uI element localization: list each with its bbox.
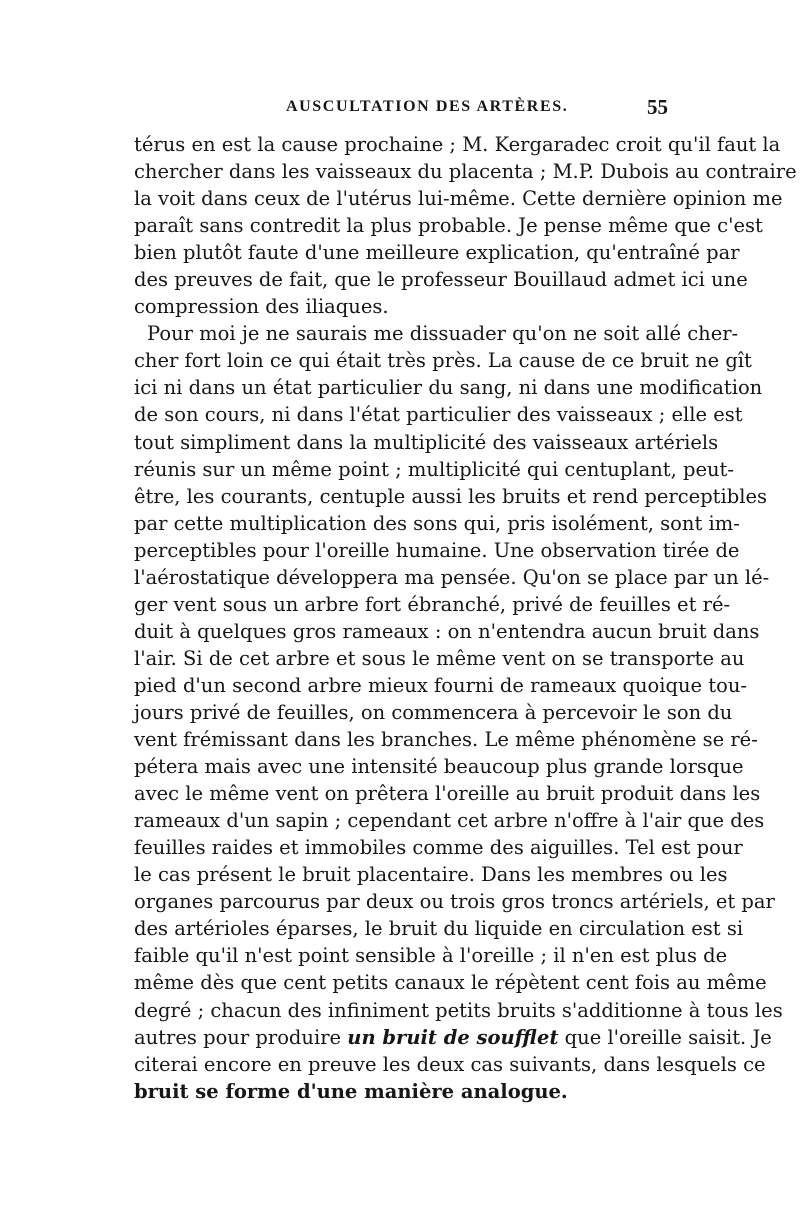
text-line: paraît sans contredit la plus probable. Je pense même que c'est bbox=[134, 214, 763, 238]
text-line: bien plutôt faute d'une meilleure explication, qu'entraîné par bbox=[134, 241, 740, 265]
text-line: citerai encore en preuve les deux cas suivants, dans lesquels ce bbox=[134, 1052, 766, 1076]
text-line: être, les courants, centuple aussi les bruits et rend perceptibles bbox=[134, 484, 768, 508]
page-header bbox=[136, 95, 668, 124]
text-line: par cette multiplication des sons qui, pris isolément, sont im- bbox=[134, 511, 740, 535]
text-line: ger vent sous un arbre fort ébranché, privé de feuilles et ré- bbox=[134, 592, 731, 616]
text-line: ici ni dans un état particulier du sang, ni dans une modification bbox=[134, 376, 763, 400]
text-line: pétera mais avec une intensité beaucoup plus grande lorsque bbox=[134, 755, 744, 779]
text-line: compression des iliaques. bbox=[134, 295, 389, 319]
text-line: des artérioles éparses, le bruit du liquide en circulation est si bbox=[134, 917, 744, 941]
text-line: même dès que cent petits canaux le répètent cent fois au même bbox=[134, 971, 767, 995]
body-text bbox=[134, 131, 797, 1105]
text-line: jours privé de feuilles, on commencera à percevoir le son du bbox=[134, 700, 733, 724]
text-line: des preuves de fait, que le professeur Bouillaud admet ici une bbox=[134, 268, 748, 292]
page-number: 55 bbox=[647, 95, 668, 119]
text-line: la voit dans ceux de l'utérus lui-même. Cette dernière opinion me bbox=[134, 187, 783, 211]
text-line-with-emphasis bbox=[134, 1024, 772, 1051]
text-line: faible qu'il n'est point sensible à l'oreille ; il n'en est plus de bbox=[134, 944, 728, 968]
closing-line: bruit se forme d'une manière analogue. bbox=[134, 1079, 568, 1103]
text-line: le cas présent le bruit placentaire. Dans les membres ou les bbox=[134, 863, 728, 887]
running-head: AUSCULTATION DES ARTÈRES. bbox=[286, 98, 569, 115]
text-line: tout simpliment dans la multiplicité des vaisseaux artériels bbox=[134, 430, 719, 454]
text-line: rameaux d'un sapin ; cependant cet arbre n'offre à l'air que des bbox=[134, 809, 765, 833]
text-line: térus en est la cause prochaine ; M. Kergaradec croit qu'il faut la bbox=[134, 133, 781, 156]
text-line: organes parcourus par deux ou trois gros troncs artériels, et par bbox=[134, 890, 775, 914]
text-segment: que l'oreille saisit. Je bbox=[558, 1025, 772, 1049]
emphasized-phrase: un bruit de soufflet bbox=[347, 1025, 559, 1049]
text-line: perceptibles pour l'oreille humaine. Une observation tirée de bbox=[134, 538, 740, 562]
text-segment: autres pour produire bbox=[134, 1025, 348, 1049]
text-line: feuilles raides et immobiles comme des aiguilles. Tel est pour bbox=[134, 836, 743, 860]
text-line: de son cours, ni dans l'état particulier des vaisseaux ; elle est bbox=[134, 403, 743, 427]
text-line: réunis sur un même point ; multiplicité qui centuplant, peut- bbox=[134, 457, 734, 481]
text-line: vent frémissant dans les branches. Le même phénomène se ré- bbox=[134, 728, 758, 752]
text-line: avec le même vent on prêtera l'oreille au bruit produit dans les bbox=[134, 782, 761, 806]
text-line: l'aérostatique développera ma pensée. Qu'on se place par un lé- bbox=[134, 565, 770, 589]
paragraph-start-line: Pour moi je ne saurais me dissuader qu'on ne soit allé cher- bbox=[147, 322, 739, 346]
text-line: cher fort loin ce qui était très près. La cause de ce bruit ne gît bbox=[134, 349, 752, 373]
text-line: pied d'un second arbre mieux fourni de rameaux quoique tou- bbox=[134, 673, 747, 697]
text-line: degré ; chacun des infiniment petits bruits s'additionne à tous les bbox=[134, 998, 783, 1022]
text-line: chercher dans les vaisseaux du placenta ; M.P. Dubois au contraire bbox=[134, 160, 797, 184]
text-line: duit à quelques gros rameaux : on n'entendra aucun bruit dans bbox=[134, 619, 760, 643]
text-line: l'air. Si de cet arbre et sous le même vent on se transporte au bbox=[134, 646, 745, 670]
